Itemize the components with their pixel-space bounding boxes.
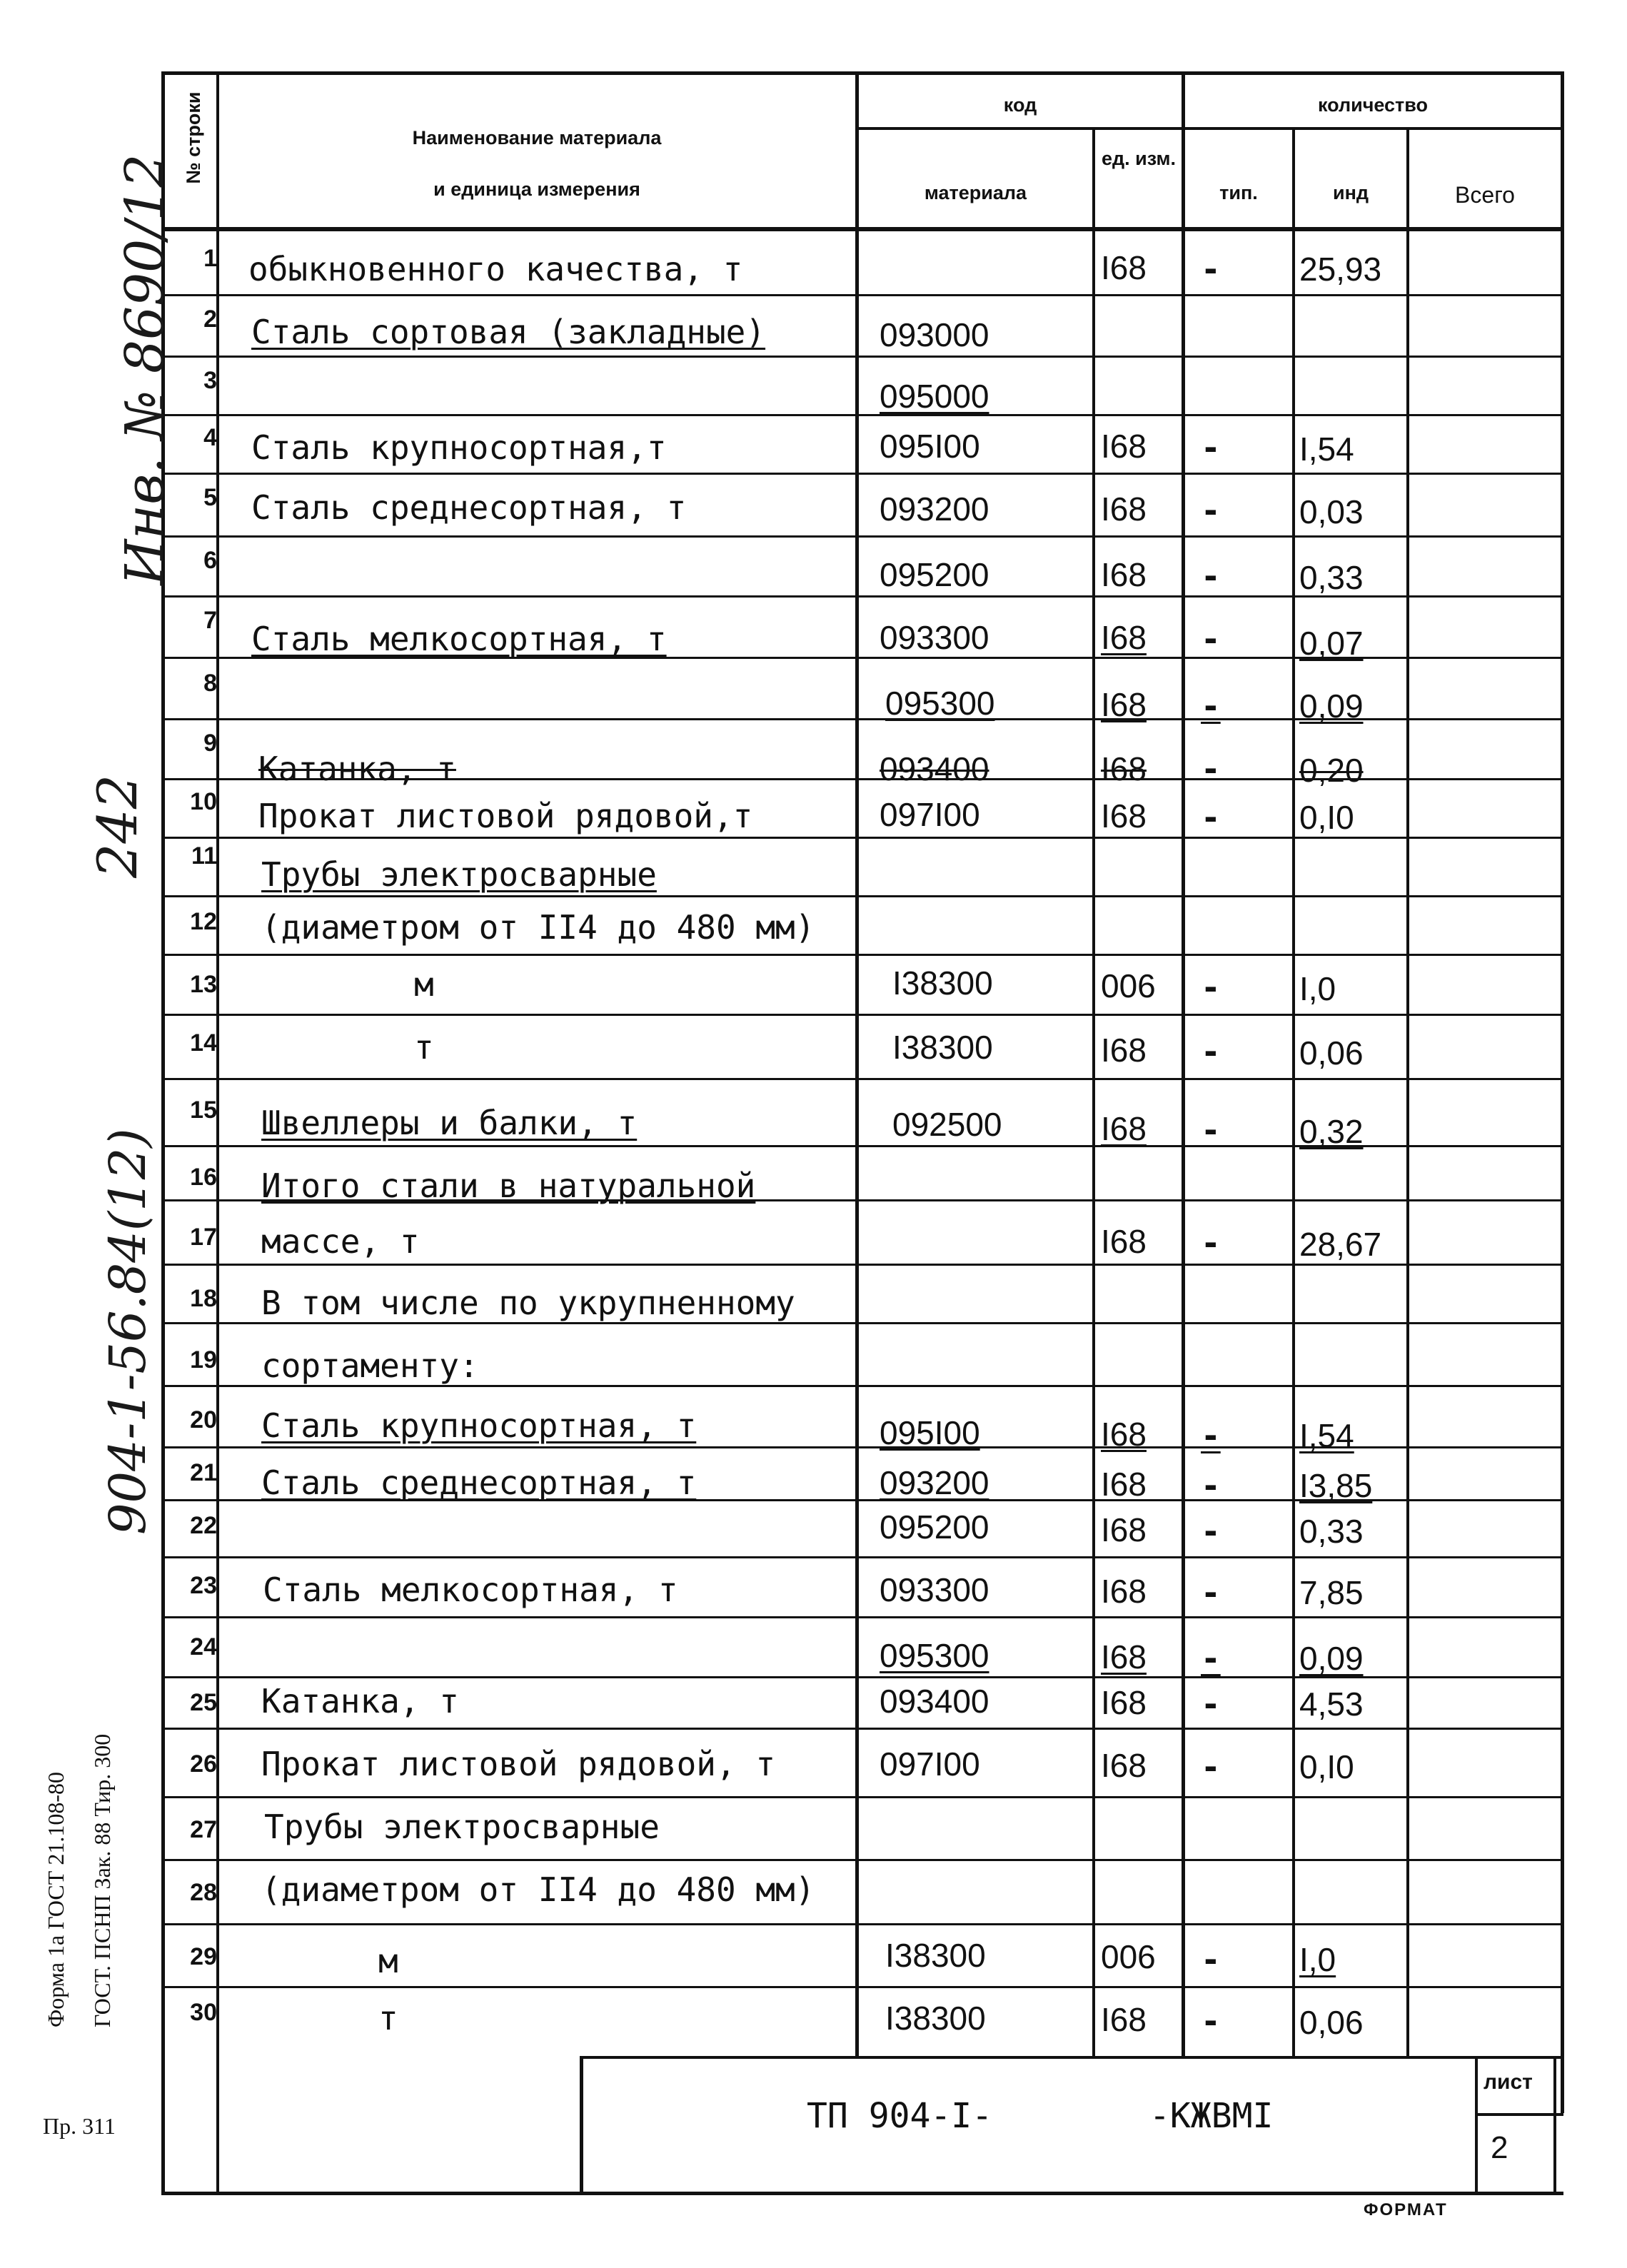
row-number: 20	[190, 1406, 217, 1433]
qty-tip: -	[1201, 491, 1221, 530]
row-number: 3	[203, 367, 217, 394]
qty-ind: 0,06	[1299, 1034, 1364, 1072]
qty-ind: I,54	[1299, 1417, 1354, 1454]
row-number: 19	[190, 1346, 217, 1374]
row-number: 24	[190, 1633, 217, 1660]
material-name: Прокат листовой рядовой,т	[258, 797, 753, 835]
stamp-top-line	[582, 2056, 1563, 2059]
row-separator	[163, 954, 1562, 956]
header-quantity: количество	[1317, 94, 1429, 116]
row-number: 23	[190, 1572, 217, 1599]
row-separator	[163, 895, 1562, 897]
qty-tip: -	[1201, 1639, 1221, 1678]
col-sep-ind	[1406, 128, 1409, 2056]
row-separator	[163, 1616, 1562, 1618]
row-number: 5	[203, 484, 217, 511]
row-number: 10	[190, 788, 217, 815]
qty-ind: 0,I0	[1299, 1748, 1354, 1785]
qty-tip: -	[1201, 2002, 1221, 2040]
row-number: 17	[190, 1224, 217, 1251]
material-name: Сталь среднесортная, т	[261, 1463, 697, 1502]
stamp-sheet-sep	[1475, 2056, 1478, 2195]
qty-ind: 7,85	[1299, 1574, 1364, 1611]
row-number: 2	[203, 306, 217, 333]
stamp-sheet-number: 2	[1491, 2130, 1508, 2165]
unit-code: I68	[1101, 686, 1147, 723]
row-separator	[163, 1078, 1562, 1080]
qty-ind: I,54	[1299, 430, 1354, 468]
row-number: 12	[190, 908, 217, 935]
unit-code: I68	[1101, 1466, 1147, 1503]
material-code: 093400	[880, 1683, 989, 1720]
table-border-top	[163, 71, 1563, 75]
col-sep-tip	[1292, 128, 1295, 2056]
material-code: 095I00	[880, 1414, 980, 1451]
row-number: 9	[203, 730, 217, 757]
unit-code: I68	[1101, 490, 1147, 528]
unit-code: I68	[1101, 249, 1147, 286]
print-line: ГОСТ. ПСНП Зак. 88 Тир. 300	[89, 1733, 115, 2027]
unit-code: I68	[1101, 428, 1147, 465]
stamp-sheet-hline	[1475, 2113, 1563, 2116]
material-name: обыкновенного качества, т	[248, 250, 743, 288]
qty-tip: -	[1201, 557, 1221, 595]
row-separator	[163, 1923, 1562, 1925]
unit-code: 006	[1101, 1938, 1156, 1975]
row-separator	[163, 535, 1562, 538]
material-code: 095300	[880, 1637, 989, 1674]
form-line: Форма 1а ГОСТ 21.108-80	[43, 1772, 69, 2027]
material-name: Итого стали в натуральной	[261, 1166, 756, 1205]
unit-code: I68	[1101, 750, 1147, 787]
material-name: т	[414, 1028, 434, 1067]
header-name-line2: и единица измерения	[433, 178, 640, 200]
row-number: 22	[190, 1512, 217, 1539]
material-code: 093200	[880, 1464, 989, 1501]
row-separator	[163, 1264, 1562, 1266]
header-code-material: материала	[924, 182, 1027, 203]
row-number: 29	[190, 1943, 217, 1970]
qty-tip: -	[1201, 750, 1221, 788]
row-number: 6	[203, 547, 217, 574]
stamp-left-line	[580, 2056, 583, 2195]
material-name: Сталь крупносортная, т	[261, 1406, 697, 1445]
unit-code: I68	[1101, 1638, 1147, 1675]
row-number: 11	[191, 842, 217, 870]
unit-code: I68	[1101, 797, 1147, 835]
material-name: Швеллеры и балки, т	[261, 1104, 638, 1142]
qty-ind: 0,33	[1299, 1513, 1364, 1550]
project-code: 904-1-56.84(12)	[99, 1128, 157, 1535]
qty-tip: -	[1201, 798, 1221, 837]
unit-code: I68	[1101, 1511, 1147, 1548]
row-number: 26	[190, 1750, 217, 1778]
header-qty-ind: инд	[1332, 182, 1369, 203]
material-code: 097I00	[880, 1745, 980, 1783]
table-border-right	[1561, 71, 1564, 2113]
row-number: 28	[190, 1879, 217, 1906]
material-code: 093400	[880, 750, 989, 787]
qty-ind: I,0	[1299, 1941, 1336, 1978]
material-code: 092500	[892, 1106, 1002, 1143]
qty-tip: -	[1201, 1940, 1221, 1979]
qty-tip: -	[1201, 250, 1221, 288]
unit-code: I68	[1101, 1416, 1147, 1453]
material-name: Сталь крупносортная,т	[251, 428, 667, 467]
qty-ind: 0,09	[1299, 687, 1364, 725]
material-name: Катанка, т	[258, 750, 456, 788]
row-number: 15	[190, 1097, 217, 1124]
material-code: 097I00	[880, 796, 980, 833]
material-code: 095200	[880, 1508, 989, 1546]
col-sep-name	[855, 71, 859, 2056]
material-name: Трубы электросварные	[264, 1808, 660, 1846]
qty-ind: 0,I0	[1299, 799, 1354, 836]
row-number: 25	[190, 1689, 217, 1716]
material-name: Сталь мелкосортная, т	[251, 620, 667, 658]
material-name: Прокат листовой рядовой, т	[261, 1745, 776, 1783]
qty-tip: -	[1201, 620, 1221, 658]
unit-code: I68	[1101, 1747, 1147, 1784]
material-name: м	[414, 965, 434, 1004]
stamp-sheet-label: лист	[1484, 2070, 1533, 2094]
row-number: 1	[203, 245, 217, 272]
material-name: сортаменту:	[261, 1346, 479, 1385]
stamp-doc-suffix: -КЖВМI	[1149, 2096, 1274, 2136]
material-name: массе, т	[261, 1222, 420, 1261]
row-number: 4	[203, 424, 217, 451]
qty-ind: 0,20	[1299, 752, 1364, 789]
qty-tip: -	[1201, 428, 1221, 467]
row-number: 30	[190, 1999, 217, 2026]
material-name: Сталь среднесортная, т	[251, 488, 687, 527]
material-code: 093300	[880, 1571, 989, 1608]
material-code: 095200	[880, 556, 989, 593]
unit-code: I68	[1101, 1684, 1147, 1721]
inventory-number: Инв. № 8690/12	[114, 153, 176, 585]
unit-code: I68	[1101, 1223, 1147, 1260]
row-separator	[163, 1014, 1562, 1016]
header-bottom-line	[163, 227, 1563, 231]
margin-number-242: 242	[86, 774, 149, 878]
row-number: 21	[190, 1459, 217, 1486]
row-number: 27	[190, 1816, 217, 1843]
row-separator	[163, 1322, 1562, 1324]
material-name: (диаметром от II4 до 480 мм)	[261, 908, 815, 947]
material-name: т	[378, 1999, 398, 2037]
material-code: I38300	[885, 2000, 986, 2037]
material-code: 095I00	[880, 428, 980, 465]
material-code: I38300	[885, 1937, 986, 1974]
unit-code: 006	[1101, 967, 1156, 1004]
material-code: 093000	[880, 316, 989, 353]
qty-ind: 0,32	[1299, 1113, 1364, 1150]
row-number: 16	[190, 1164, 217, 1191]
row-separator	[163, 1556, 1562, 1558]
material-name: (диаметром от II4 до 480 мм)	[261, 1870, 815, 1909]
row-separator	[163, 837, 1562, 839]
material-name: Сталь мелкосортная, т	[263, 1571, 678, 1609]
material-name: Трубы электросварные	[261, 855, 657, 894]
header-code: код	[1003, 94, 1037, 116]
row-separator	[163, 294, 1562, 296]
unit-code: I68	[1101, 1573, 1147, 1610]
col-sep-unit	[1092, 128, 1095, 2056]
header-code-unit: ед. изм.	[1102, 148, 1176, 169]
header-sub-line	[855, 127, 1562, 130]
row-number: 7	[203, 607, 217, 634]
row-number: 18	[190, 1285, 217, 1312]
qty-ind: I3,85	[1299, 1467, 1373, 1504]
header-qty-tip: тип.	[1219, 182, 1258, 203]
qty-tip: -	[1201, 1224, 1221, 1262]
qty-tip: -	[1201, 968, 1221, 1007]
format-label: ФОРМАТ	[1364, 2200, 1448, 2219]
row-separator	[163, 1986, 1562, 1988]
material-name: Сталь сортовая (закладные)	[251, 313, 766, 351]
qty-tip: -	[1201, 1466, 1221, 1505]
table-border-bottom	[163, 2192, 1563, 2195]
row-number: 14	[190, 1029, 217, 1057]
qty-ind: 28,67	[1299, 1226, 1382, 1263]
qty-ind: I,0	[1299, 970, 1336, 1007]
material-name: Катанка, т	[261, 1682, 459, 1720]
row-separator	[163, 1859, 1562, 1861]
material-code: I38300	[892, 964, 993, 1002]
qty-ind: 0,09	[1299, 1640, 1364, 1677]
unit-code: I68	[1101, 556, 1147, 593]
row-separator	[163, 356, 1562, 358]
qty-tip: -	[1201, 1685, 1221, 1723]
material-code: 095300	[885, 685, 995, 722]
row-separator	[163, 414, 1562, 416]
row-separator	[163, 1728, 1562, 1730]
qty-ind: 0,33	[1299, 559, 1364, 596]
row-separator	[163, 473, 1562, 475]
unit-code: I68	[1101, 1032, 1147, 1069]
header-row-number: № строки	[183, 91, 204, 184]
page-ref: Пр. 311	[43, 2113, 116, 2139]
qty-tip: -	[1201, 1512, 1221, 1551]
qty-tip: -	[1201, 1032, 1221, 1071]
qty-ind: 0,03	[1299, 493, 1364, 530]
header-qty-total: Всего	[1455, 182, 1515, 208]
qty-tip: -	[1201, 1573, 1221, 1612]
row-separator	[163, 1385, 1562, 1387]
row-separator	[163, 1796, 1562, 1798]
unit-code: I68	[1101, 2001, 1147, 2038]
material-code: I38300	[892, 1029, 993, 1066]
stamp-right-line	[1553, 2056, 1556, 2195]
header-name-line1: Наименование материала	[412, 127, 662, 148]
material-code: 095000	[880, 378, 989, 415]
qty-ind: 25,93	[1299, 251, 1382, 288]
qty-tip: -	[1201, 1111, 1221, 1149]
stamp-doc-code: ТП 904-I-	[807, 2096, 993, 2136]
material-name: м	[378, 1942, 398, 1980]
material-code: 093300	[880, 619, 989, 656]
qty-tip: -	[1201, 687, 1221, 725]
qty-tip: -	[1201, 1748, 1221, 1786]
row-number: 13	[190, 971, 217, 998]
unit-code: I68	[1101, 619, 1147, 656]
material-name: В том числе по укрупненному	[261, 1284, 795, 1322]
qty-ind: 4,53	[1299, 1685, 1364, 1723]
qty-ind: 0,06	[1299, 2004, 1364, 2041]
col-sep-code-qty	[1182, 71, 1185, 2056]
qty-ind: 0,07	[1299, 625, 1364, 662]
material-code: 093200	[880, 490, 989, 528]
row-number: 8	[203, 670, 217, 697]
unit-code: I68	[1101, 1110, 1147, 1147]
qty-tip: -	[1201, 1416, 1221, 1455]
